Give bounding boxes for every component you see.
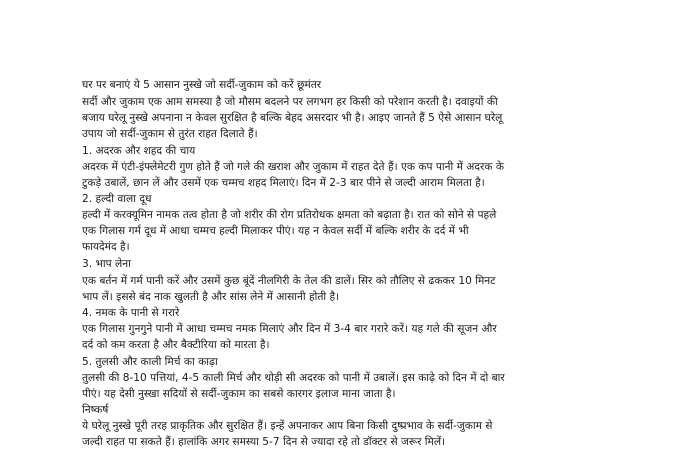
section-text-line: दर्द को कम करता है और बैक्टीरिया को मारता है। [82, 339, 270, 351]
section-heading-ginger-honey: 1. अदरक और शहद की चाय [82, 145, 196, 157]
intro-line: उपाय जो सर्दी-जुकाम से तुरंत राहत दिलाते हैं। [82, 128, 258, 140]
section-heading-tulsi-kadha: 5. तुलसी और काली मिर्च का काढ़ा [82, 356, 218, 368]
section-text-line: टुकड़े उबालें, छान लें और उसमें एक चम्मच शहद मिलाएं। दिन में 2-3 बार पीने से जल्दी आराम मिलता है। [82, 177, 485, 189]
section-heading-turmeric-milk: 2. हल्दी वाला दूध [82, 193, 152, 205]
section-heading-salt-gargle: 4. नमक के पानी से गरारे [82, 307, 180, 319]
conclusion-line: ये घरेलू नुस्खे पूरी तरह प्राकृतिक और सुरक्षित हैं। इन्हें अपनाकर आप बिना किसी दुष्प्रभाव के सर्दी-जुकाम से [82, 420, 493, 432]
conclusion-line: जल्दी राहत पा सकते हैं। हालांकि अगर समस्या 5-7 दिन से ज्यादा रहे तो डॉक्टर से जरूर मिलें। [82, 436, 446, 448]
section-text-line: फायदेमंद है। [82, 241, 130, 253]
section-heading-steam: 3. भाप लेना [82, 258, 131, 270]
section-text-line: तुलसी की 8-10 पत्तियां, 4-5 काली मिर्च और थोड़ी सी अदरक को पानी में उबालें। इस काढ़े को दिन में दो बार [82, 372, 505, 384]
article-title: घर पर बनाएं ये 5 आसान नुस्खे जो सर्दी-जुकाम को करें छूमंतर [82, 79, 322, 91]
section-text-line: एक बर्तन में गर्म पानी करें और उसमें कुछ बूंदें नीलगिरी के तेल की डालें। सिर को तौलिए से ढककर 10 मिनट [82, 275, 496, 287]
section-text-line: हल्दी में करक्यूमिन नामक तत्व होता है जो शरीर की रोग प्रतिरोधक क्षमता को बढ़ाता है। रात को सोने से पहले [82, 209, 497, 221]
section-text-line: एक गिलास गुनगुने पानी में आधा चम्मच नमक मिलाएं और दिन में 3-4 बार गरारे करें। यह गले की सूजन और [82, 323, 497, 335]
section-text-line: अदरक में एंटी-इंफ्लेमेटरी गुण होते हैं जो गले की खराश और जुकाम में राहत देते हैं। एक कप पानी में अदरक के [82, 161, 504, 173]
conclusion-heading: निष्कर्ष [82, 404, 109, 416]
section-text-line: भाप लें। इससे बंद नाक खुलती है और सांस लेने में आसानी होती है। [82, 291, 340, 303]
intro-line: सर्दी और जुकाम एक आम समस्या है जो मौसम बदलने पर लगभग हर किसी को परेशान करती है। दवाइयों की [82, 96, 498, 108]
intro-line: बजाय घरेलू नुस्खे अपनाना न केवल सुरक्षित है बल्कि बेहद असरदार भी है। आइए जानते हैं 5 ऐसे आसान घरेलू [82, 112, 503, 124]
section-text-line: एक गिलास गर्म दूध में आधा चम्मच हल्दी मिलाकर पीएं। यह न केवल सर्दी में बल्कि शरीर के दर्द में भी [82, 225, 469, 237]
section-text-line: पीएं। यह देसी नुस्खा सदियों से सर्दी-जुकाम का सबसे कारगर इलाज माना जाता है। [82, 388, 396, 400]
